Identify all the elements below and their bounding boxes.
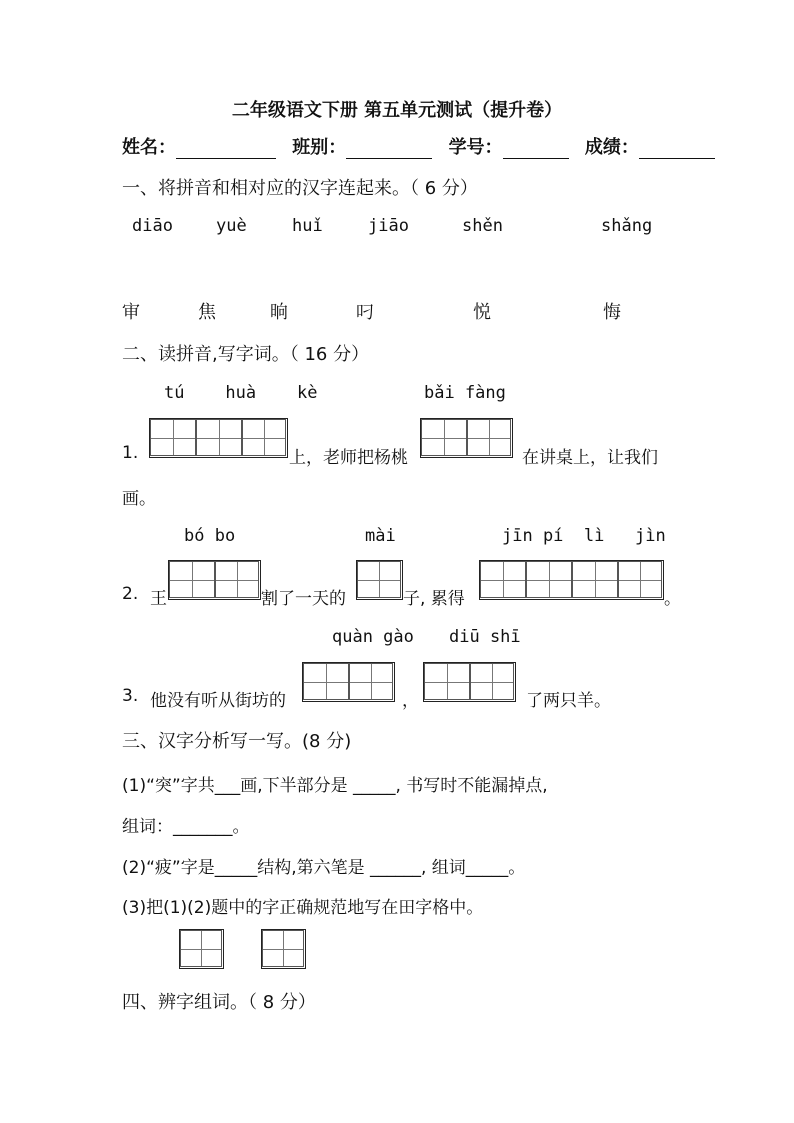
q1-text-a: 上，老师把杨桃 [289,448,408,468]
pinyin-5: shěn [462,216,503,236]
q1-answer-grid-a[interactable] [149,418,288,458]
grid-cell[interactable] [303,663,349,700]
q2-answer-grid-c[interactable] [479,560,664,600]
student-info-line [122,133,715,159]
score-blank[interactable] [639,140,715,159]
number-label: 学号： [448,137,503,158]
pinyin-3: huǐ [292,216,323,236]
grid-cell[interactable] [424,663,470,700]
char-4: 叼 [356,302,374,323]
grid-cell[interactable] [169,561,215,598]
q2-pinyin-a: bó bo [184,526,236,546]
class-label: 班别： [292,137,347,158]
q1-number: 1. [122,443,139,463]
q1-pinyin-b: bǎi fàng [424,383,506,403]
char-1: 审 [122,302,140,323]
pinyin-6: shǎng [601,216,653,236]
grid-cell[interactable] [470,663,514,700]
char-6: 悔 [603,302,621,323]
q3-pinyin-b: diū shī [449,627,521,647]
q2-pinyin-b: mài [365,526,396,546]
grid-cell[interactable] [196,419,242,456]
q2-text-b: 割了一天的 [261,589,346,609]
char-3: 晌 [270,302,288,323]
pinyin-2: yuè [216,216,247,236]
name-blank[interactable] [176,140,276,159]
char-2: 焦 [198,302,216,323]
grid-cell[interactable] [572,561,618,598]
q1-text-c: 画。 [122,489,156,509]
q1-text-b: 在讲桌上，让我们 [522,448,658,468]
q3-answer-grid-a[interactable] [302,662,395,702]
grid-cell[interactable] [467,419,511,456]
section-4-heading: 四、辨字组词。（ 8 分） [122,992,316,1013]
s3-writing-grid-1[interactable] [179,929,224,969]
q2-answer-grid-b[interactable] [356,560,403,600]
class-blank[interactable] [346,140,432,159]
section-3-heading: 三、汉字分析写一写。(8 分) [122,731,352,752]
score-label: 成绩： [584,137,639,158]
q2-text-c: 子, 累得 [403,589,465,609]
q3-text-b: ， [402,691,419,711]
q2-number: 2. [122,584,139,604]
number-blank[interactable] [503,140,569,159]
grid-cell[interactable] [262,930,304,967]
q3-text-a: 他没有听从街坊的 [150,691,286,711]
q3-answer-grid-b[interactable] [423,662,516,702]
grid-cell[interactable] [357,561,401,598]
q3-pinyin-a: quàn gào [332,627,414,647]
grid-cell[interactable] [180,930,222,967]
q1-answer-grid-b[interactable] [420,418,513,458]
q2-pinyin-c: jīn pí lì jìn [502,526,666,546]
q2-text-d: 。 [664,589,681,609]
grid-cell[interactable] [526,561,572,598]
section-2-heading: 二、读拼音,写字词。（ 16 分） [122,344,370,365]
section-1-heading: 一、将拼音和相对应的汉字连起来。（ 6 分） [122,178,478,199]
s3-q3-line: (3)把(1)(2)题中的字正确规范地写在田字格中。 [122,898,484,918]
s3-q2-line: (2)“疲”字是_____结构,第六笔是 ______, 组词_____。 [122,858,526,878]
grid-cell[interactable] [618,561,662,598]
pinyin-1: diāo [132,216,173,236]
name-label: 姓名： [122,137,176,158]
q2-text-a: 王 [150,589,167,609]
s3-writing-grid-2[interactable] [261,929,306,969]
q3-number: 3. [122,686,139,706]
grid-cell[interactable] [421,419,467,456]
s3-q1-line1: (1)“突”字共___画,下半部分是 _____, 书写时不能漏掉点, [122,776,548,796]
q3-text-c: 了两只羊。 [526,691,611,711]
grid-cell[interactable] [480,561,526,598]
grid-cell[interactable] [242,419,286,456]
grid-cell[interactable] [150,419,196,456]
grid-cell[interactable] [349,663,393,700]
pinyin-4: jiāo [368,216,409,236]
q2-answer-grid-a[interactable] [168,560,261,600]
grid-cell[interactable] [215,561,259,598]
page-title: 二年级语文下册 第五单元测试（提升卷） [231,100,563,121]
q1-pinyin-a: tú huà kè [164,383,318,403]
char-5: 悦 [473,302,491,323]
s3-q1-line2: 组词：_______。 [122,817,250,837]
